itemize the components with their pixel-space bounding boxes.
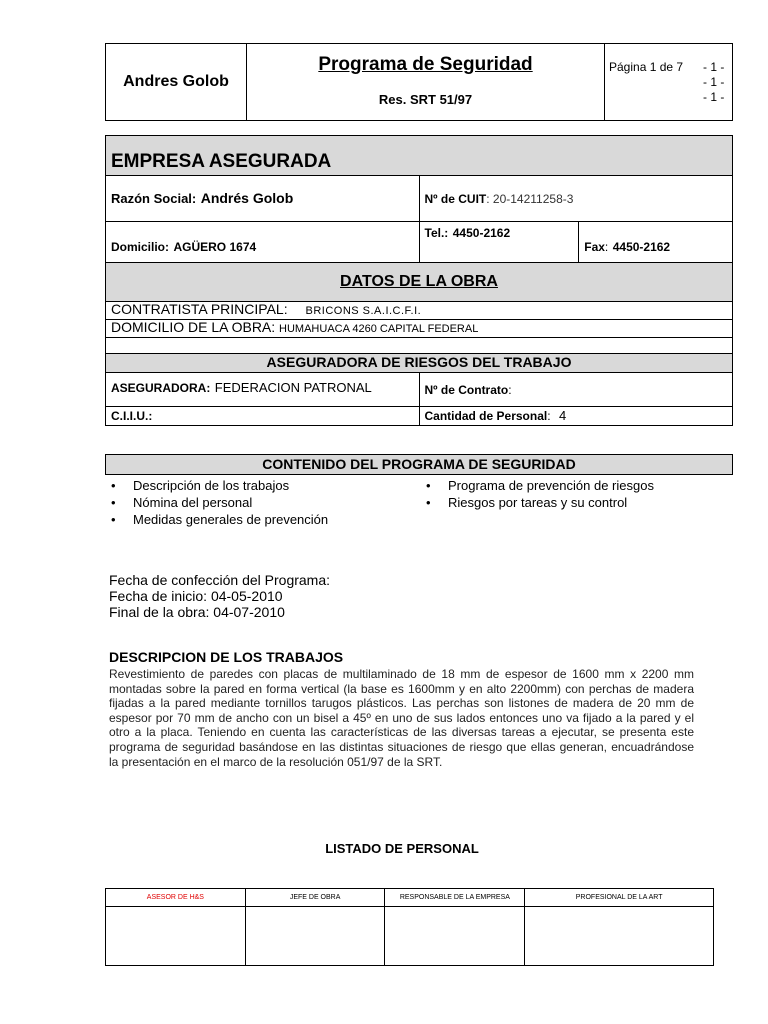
aseguradora-label: ASEGURADORA: — [111, 381, 211, 395]
program-title: Programa de Seguridad — [318, 53, 533, 75]
author-name: Andres Golob — [106, 44, 247, 121]
contents-header — [106, 455, 733, 475]
fecha-inicio: Fecha de inicio: 04-05-2010 — [109, 588, 283, 604]
description-title: DESCRIPCION DE LOS TRABAJOS — [109, 649, 344, 665]
contratista-value: BRICONS S.A.I.C.F.I. — [305, 305, 422, 317]
page-mark-3: - 1 - — [703, 90, 725, 104]
title-cell — [247, 44, 605, 121]
resolution-label: Res. SRT 51/97 — [378, 91, 473, 107]
staff-signature-cell — [385, 907, 525, 966]
contratista-label: CONTRATISTA PRINCIPAL: — [111, 301, 288, 317]
staff-col-asesor: ASESOR DE H&S — [106, 889, 246, 907]
domicilio-obra-label: DOMICILIO DE LA OBRA: — [111, 319, 276, 335]
dates-block — [109, 572, 330, 620]
contents-list-right — [420, 477, 730, 511]
obra-section-title: DATOS DE LA OBRA — [340, 273, 498, 290]
obra-section-header — [106, 263, 733, 302]
staff-table — [105, 888, 714, 966]
tel-cell — [419, 222, 579, 263]
personal-cell: Cantidad de Personal: 4 — [419, 407, 732, 426]
staff-title: LISTADO DE PERSONAL — [325, 841, 479, 856]
domicilio-label: Domicilio: — [111, 240, 170, 254]
tel-label: Tel.: — [424, 226, 449, 240]
list-item: • Nómina del personal — [105, 494, 415, 511]
description-text: Revestimiento de paredes con placas de multilaminado de 18 mm de espesor de 1600 mm x 2200 mm montadas sobre la pared en forma vertical (la base es 1600mm y en alto 2200mm) con perchas de madera fijadas a la pared mediante tornillos tarugos plásticos. Las perchas son listones de madera de 20 mm de espesor por 70 mm de ancho con un bisel a 45º en uno de sus lados entonces uno va fijado a la pared y el otro a la placa. Teniendo en cuenta las características de las diversas tareas a ejecutar, se presenta este programa de seguridad basándose en las distintas situaciones de riesgo que ellas generan, encuadrándose la presentación en el marco de la resolución 051/97 de la SRT. — [109, 667, 694, 769]
fecha-confeccion: Fecha de confección del Programa: — [109, 572, 331, 588]
domicilio-obra-value: HUMAHUACA 4260 CAPITAL FEDERAL — [279, 323, 479, 335]
cuit-cell — [419, 176, 732, 222]
domicilio-obra-row — [106, 320, 733, 338]
fax-label: Fax — [584, 240, 605, 254]
fecha-final: Final de la obra: 04-07-2010 — [109, 604, 285, 620]
aseguradora-cell — [106, 373, 420, 407]
cuit-value: : 20-14211258-3 — [486, 191, 574, 206]
contents-table — [105, 454, 733, 475]
razon-social-cell — [106, 176, 420, 222]
contents-list-left — [105, 477, 415, 528]
personal-value: 4 — [559, 408, 567, 423]
personal-label: Cantidad de Personal — [424, 409, 548, 423]
fax-cell: Fax: 4450-2162 — [579, 222, 733, 263]
razon-social-value: Andrés Golob — [200, 189, 294, 206]
page-mark-1: - 1 - — [703, 60, 725, 74]
ciiu-label: C.I.I.U.: — [111, 409, 153, 423]
company-table — [105, 135, 733, 426]
staff-signature-cell — [106, 907, 246, 966]
staff-col-responsable: RESPONSABLE DE LA EMPRESA — [385, 889, 525, 907]
contrato-label: Nº de Contrato — [424, 382, 509, 397]
razon-social-label: Razón Social: — [111, 190, 197, 206]
list-item: • Programa de prevención de riesgos — [420, 477, 730, 494]
company-section-header — [106, 136, 733, 176]
spacer-row — [106, 338, 733, 354]
tel-value: 4450-2162 — [452, 226, 511, 240]
aseguradora-value: FEDERACION PATRONAL — [214, 380, 372, 395]
cuit-label: Nº de CUIT — [424, 191, 487, 206]
contratista-row — [106, 302, 733, 320]
staff-col-jefe: JEFE DE OBRA — [245, 889, 385, 907]
fax-value: 4450-2162 — [612, 240, 671, 254]
staff-signature-cell — [245, 907, 385, 966]
page-label: Página 1 de 7 — [609, 60, 684, 74]
page-mark-2: - 1 - — [703, 75, 725, 89]
contrato-value: : — [508, 382, 512, 397]
ciiu-cell — [106, 407, 420, 426]
domicilio-value: AGÜERO 1674 — [173, 240, 257, 254]
art-section-header — [106, 354, 733, 373]
list-item: • Riesgos por tareas y su control — [420, 494, 730, 511]
list-item: • Descripción de los trabajos — [105, 477, 415, 494]
document-header — [105, 43, 733, 121]
contents-title: CONTENIDO DEL PROGRAMA DE SEGURIDAD — [262, 455, 576, 472]
art-section-title: ASEGURADORA DE RIESGOS DEL TRABAJO — [266, 354, 572, 370]
company-section-title: EMPRESA ASEGURADA — [111, 151, 332, 172]
staff-col-profesional: PROFESIONAL DE LA ART — [525, 889, 714, 907]
domicilio-cell — [106, 222, 420, 263]
staff-signature-cell — [525, 907, 714, 966]
contrato-cell — [419, 373, 732, 407]
page-info-cell — [605, 44, 733, 121]
list-item: • Medidas generales de prevención — [105, 511, 415, 528]
